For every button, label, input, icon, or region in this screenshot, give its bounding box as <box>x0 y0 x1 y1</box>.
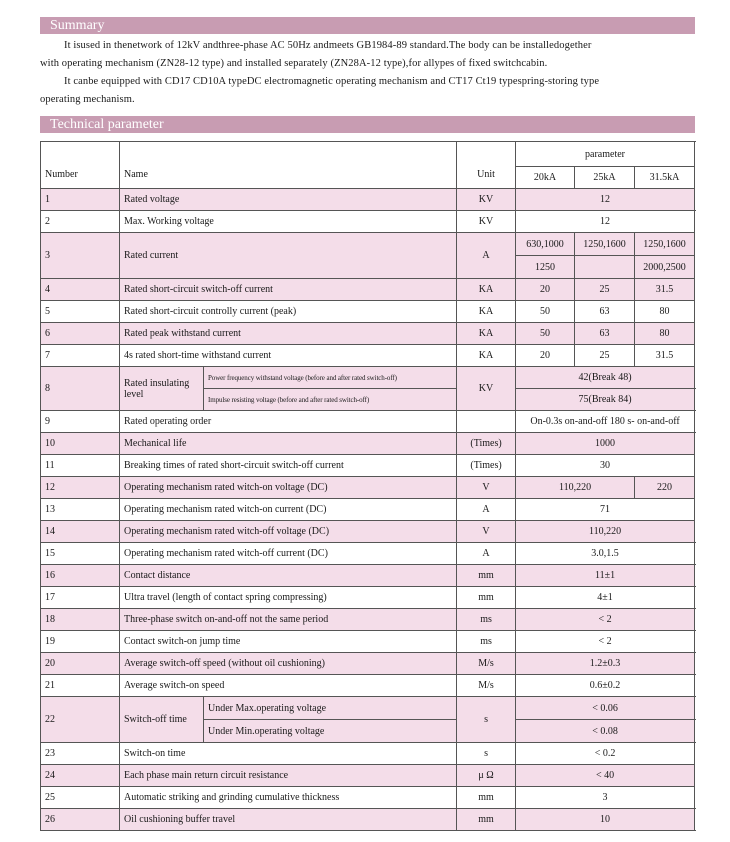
row-number: 14 <box>41 521 120 543</box>
row-value: < 2 <box>516 609 695 631</box>
row-number: 10 <box>41 433 120 455</box>
row-value: 42(Break 48) <box>516 367 695 389</box>
row-value: 110,220 <box>516 521 695 543</box>
row-number: 20 <box>41 653 120 675</box>
row-name: Switch-on time <box>120 743 457 765</box>
table-row <box>41 675 695 697</box>
row-name: Operating mechanism rated witch-off voltage (DC) <box>120 521 457 543</box>
row-value: 1.2±0.3 <box>516 653 695 675</box>
row-name: Rated peak withstand current <box>120 323 457 345</box>
row-unit: A <box>457 499 516 521</box>
row-unit: μ Ω <box>457 765 516 787</box>
table-row <box>41 587 695 609</box>
table-row <box>41 367 695 389</box>
row-name: Average switch-off speed (without oil cushioning) <box>120 653 457 675</box>
row-unit: KA <box>457 323 516 345</box>
row-unit: s <box>457 697 516 743</box>
row-value: 63 <box>575 301 635 323</box>
table-header-row <box>41 142 695 167</box>
row-number: 2 <box>41 211 120 233</box>
table-row <box>41 455 695 477</box>
row-unit: KA <box>457 345 516 367</box>
row-unit: V <box>457 477 516 499</box>
table-row <box>41 279 695 301</box>
row-number: 23 <box>41 743 120 765</box>
row-value: 12 <box>516 189 695 211</box>
row-name: Breaking times of rated short-circuit switch-off current <box>120 455 457 477</box>
row-value <box>575 256 635 279</box>
table-row <box>41 499 695 521</box>
row-number: 18 <box>41 609 120 631</box>
row-name: Operating mechanism rated witch-on voltage (DC) <box>120 477 457 499</box>
row-unit: mm <box>457 809 516 831</box>
row-unit: KV <box>457 211 516 233</box>
header-number: Number <box>41 142 120 189</box>
row-number: 25 <box>41 787 120 809</box>
table-row <box>41 301 695 323</box>
row-name: Contact distance <box>120 565 457 587</box>
table-row <box>41 565 695 587</box>
row-name: Operating mechanism rated witch-off current (DC) <box>120 543 457 565</box>
row-value: 1250,1600 <box>575 233 635 256</box>
row-unit: mm <box>457 787 516 809</box>
row-value: < 0.08 <box>516 720 695 743</box>
row-unit: KV <box>457 189 516 211</box>
row-name: Rated short-circuit switch-off current <box>120 279 457 301</box>
row-value: < 0.06 <box>516 697 695 720</box>
table-row <box>41 477 695 499</box>
technical-parameter-table <box>40 141 695 831</box>
table-row <box>41 345 695 367</box>
row-number: 1 <box>41 189 120 211</box>
row-name: Each phase main return circuit resistance <box>120 765 457 787</box>
row-name: Rated short-circuit controlly current (peak) <box>120 301 457 323</box>
table-row <box>41 543 695 565</box>
table-row <box>41 609 695 631</box>
row-name: Contact switch-on jump time <box>120 631 457 653</box>
row-unit: M/s <box>457 675 516 697</box>
summary-line-4: operating mechanism. <box>40 94 135 105</box>
row-unit: M/s <box>457 653 516 675</box>
row-value: < 0.2 <box>516 743 695 765</box>
row-value: On-0.3s on-and-off 180 s- on-and-off <box>516 411 695 433</box>
header-col-31-5ka: 31.5kA <box>635 167 695 189</box>
row-name-line-1: Rated insulating <box>124 377 190 389</box>
summary-line-3: It canbe equipped with CD17 CD10A typeDC electromagnetic operating mechanism and CT17 Ct19 typespring-storing type <box>64 76 600 87</box>
row-unit: V <box>457 521 516 543</box>
row-value: 220 <box>635 477 695 499</box>
row-number: 8 <box>41 367 120 411</box>
row-number: 5 <box>41 301 120 323</box>
row-value: 25 <box>575 279 635 301</box>
row-value: 75(Break 84) <box>516 389 695 411</box>
row-unit: mm <box>457 565 516 587</box>
row-number: 17 <box>41 587 120 609</box>
header-parameter: parameter <box>516 142 695 167</box>
row-number: 11 <box>41 455 120 477</box>
row-number: 4 <box>41 279 120 301</box>
row-value: 50 <box>516 323 575 345</box>
row-value: < 40 <box>516 765 695 787</box>
row-number: 13 <box>41 499 120 521</box>
row-value: 63 <box>575 323 635 345</box>
row-number: 6 <box>41 323 120 345</box>
row-number: 16 <box>41 565 120 587</box>
row-value: 30 <box>516 455 695 477</box>
row-value: 3 <box>516 787 695 809</box>
row-value: 1250 <box>516 256 575 279</box>
row-value: 50 <box>516 301 575 323</box>
row-value: 1000 <box>516 433 695 455</box>
table-row <box>41 697 695 720</box>
row-value: 12 <box>516 211 695 233</box>
row-name: Operating mechanism rated witch-on current (DC) <box>120 499 457 521</box>
row-number: 22 <box>41 697 120 743</box>
row-value: 80 <box>635 323 695 345</box>
row-name: Three-phase switch on-and-off not the same period <box>120 609 457 631</box>
row-value: 110,220 <box>516 477 635 499</box>
table-row <box>41 211 695 233</box>
row-unit: KV <box>457 367 516 411</box>
row-name-line-2: level <box>124 388 144 400</box>
row-value: 80 <box>635 301 695 323</box>
row-value: < 2 <box>516 631 695 653</box>
row-value: 1250,1600 <box>635 233 695 256</box>
row-name <box>120 367 204 411</box>
row-unit: (Times) <box>457 433 516 455</box>
summary-line-1: It isused in thenetwork of 12kV andthree-phase AC 50Hz andmeets GB1984-89 standard.The body can be installedogether <box>64 40 592 51</box>
summary-line-2: with operating mechanism (ZN28-12 type) and installed separately (ZN28A-12 type),for allypes of fixed switchcabin. <box>40 58 548 69</box>
technical-parameter-section-title: Technical parameter <box>40 116 695 133</box>
table-row <box>41 631 695 653</box>
row-value: 25 <box>575 345 635 367</box>
table-row <box>41 743 695 765</box>
row-unit: KA <box>457 301 516 323</box>
row-name: Ultra travel (length of contact spring compressing) <box>120 587 457 609</box>
row-number: 21 <box>41 675 120 697</box>
row-name: Rated voltage <box>120 189 457 211</box>
header-col-25ka: 25kA <box>575 167 635 189</box>
row-name: 4s rated short-time withstand current <box>120 345 457 367</box>
row-sub-name: Under Min.operating voltage <box>204 720 457 743</box>
row-name: Max. Working voltage <box>120 211 457 233</box>
row-number: 3 <box>41 233 120 279</box>
row-unit: s <box>457 743 516 765</box>
header-name: Name <box>120 142 457 189</box>
row-name: Rated operating order <box>120 411 457 433</box>
row-number: 15 <box>41 543 120 565</box>
row-sub-name: Power frequency withstand voltage (before and after rated switch-off) <box>204 367 457 389</box>
table-row <box>41 189 695 211</box>
row-number: 9 <box>41 411 120 433</box>
row-unit: ms <box>457 609 516 631</box>
row-name: Mechanical life <box>120 433 457 455</box>
row-value: 20 <box>516 345 575 367</box>
table-row <box>41 233 695 256</box>
table-row <box>41 521 695 543</box>
row-name: Average switch-on speed <box>120 675 457 697</box>
row-value: 2000,2500 <box>635 256 695 279</box>
row-value: 0.6±0.2 <box>516 675 695 697</box>
row-value: 630,1000 <box>516 233 575 256</box>
row-value: 31.5 <box>635 279 695 301</box>
row-name: Automatic striking and grinding cumulative thickness <box>120 787 457 809</box>
row-value: 10 <box>516 809 695 831</box>
row-name: Switch-off time <box>120 697 204 743</box>
summary-section-title: Summary <box>40 17 695 34</box>
row-unit: A <box>457 543 516 565</box>
row-name: Oil cushioning buffer travel <box>120 809 457 831</box>
header-unit: Unit <box>457 142 516 189</box>
row-value: 3.0,1.5 <box>516 543 695 565</box>
table-row <box>41 411 695 433</box>
row-number: 26 <box>41 809 120 831</box>
row-number: 19 <box>41 631 120 653</box>
row-unit: A <box>457 233 516 279</box>
row-value: 20 <box>516 279 575 301</box>
row-name: Rated current <box>120 233 457 279</box>
row-sub-name: Impulse resisting voltage (before and after rated switch-off) <box>204 389 457 411</box>
table-row <box>41 787 695 809</box>
table-row <box>41 765 695 787</box>
row-value: 71 <box>516 499 695 521</box>
row-unit: KA <box>457 279 516 301</box>
row-unit: mm <box>457 587 516 609</box>
row-value: 4±1 <box>516 587 695 609</box>
row-value: 11±1 <box>516 565 695 587</box>
row-number: 12 <box>41 477 120 499</box>
row-number: 7 <box>41 345 120 367</box>
row-unit <box>457 411 516 433</box>
table-row <box>41 323 695 345</box>
row-number: 24 <box>41 765 120 787</box>
row-unit: (Times) <box>457 455 516 477</box>
row-value: 31.5 <box>635 345 695 367</box>
row-sub-name: Under Max.operating voltage <box>204 697 457 720</box>
table-row <box>41 433 695 455</box>
row-unit: ms <box>457 631 516 653</box>
header-col-20ka: 20kA <box>516 167 575 189</box>
table-row <box>41 809 695 831</box>
table-row <box>41 653 695 675</box>
